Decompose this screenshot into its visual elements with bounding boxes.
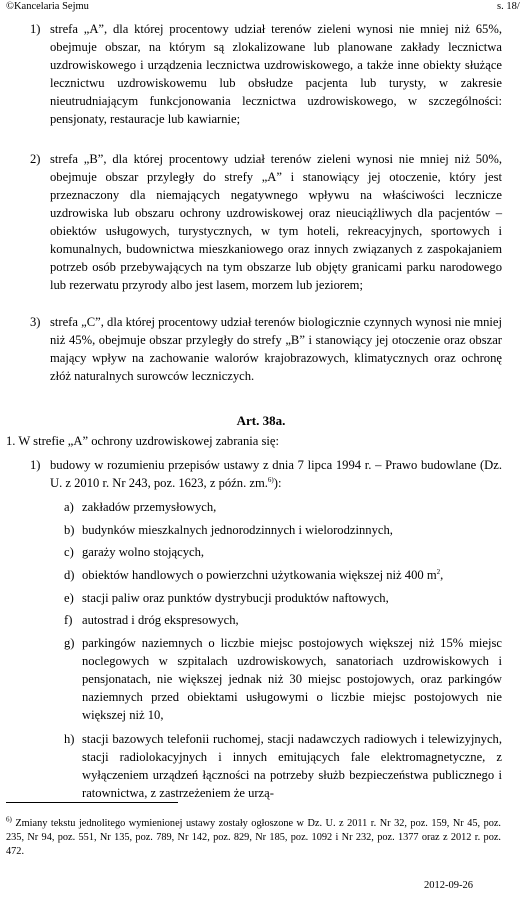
footnote-separator (6, 802, 178, 803)
letter-item-h: h) stacji bazowych telefonii ruchomej, stacji nadawczych radiowych i telewizyjnych, stacji radiolokacyjnych i innych emitujących fale elektromagnetyczne, z wyłączeniem urządzeń łączności na potrzeby służb bezpieczeństwa publicznego i ratownictwa, z zastrzeżeniem że urzą- (64, 732, 502, 800)
article-item-number: 1) (30, 458, 41, 472)
footnote-text: Zmiany tekstu jednolitego wymienionej ustawy zostały ogłoszone w Dz. U. z 2011 r. Nr 32, poz. 159, Nr 45, poz. 235, Nr 94, poz. 551, Nr 135, poz. 789, Nr 142, poz. 829, Nr 185, poz. 1092 i Nr 232, poz. 1377 oraz z 2012 r. poz. 472. (6, 818, 502, 857)
zone-item-2 (30, 150, 502, 294)
zone-item-text: strefa „C”, dla której procentowy udział terenów biologicznie czynnych wynosi nie mniej niż 45%, obejmuje obszar przyległy do strefy „B” i stanowiący jej otoczenie oraz obszar mający wpływ na zachowanie walorów krajobrazowych, klimatycznych oraz ochronę złóż naturalnych surowców leczniczych. (50, 315, 502, 383)
letter-item-a: a) zakładów przemysłowych, (64, 500, 217, 514)
footnote-reference: 6) (267, 475, 274, 484)
letter-item-e: e) stacji paliw oraz punktów dystrybucji produktów naftowych, (64, 591, 389, 605)
letter-item-b: b) budynków mieszkalnych jednorodzinnych i wielorodzinnych, (64, 523, 393, 537)
article-item-text: budowy w rozumieniu przepisów ustawy z dnia 7 lipca 1994 r. – Prawo budowlane (Dz. U. z 2010 r. Nr 243, poz. 1623, z późn. zm.$^{6)}$): (50, 458, 502, 490)
header-publisher: ©Kancelaria Sejmu (6, 1, 89, 12)
zone-item-text: strefa „A”, dla której procentowy udział terenów zieleni wynosi nie mniej niż 65%, obejmuje obszar, na którym są zlokalizowane lub planowane zakłady lecznictwa uzdrowiskowego i urządzenia lecznictwa uzdrowiskowego, a także inne obiekty służące lecznictwu uzdrowiskowemu lub obsłudze pacjenta lub turysty, w zakresie nieutrudniającym funkcjonowania lecznictwa uzdrowiskowego, w szczególności: pensjonaty, restauracje lub kawiarnie; (50, 22, 502, 126)
letter-item-g: g) parkingów naziemnych o liczbie miejsc postojowych większej niż 15% miejsc noclegowych w szpitalach uzdrowiskowych, sanatoriach uzdrowiskowych i pensjonatach, nie większej jednak niż 30 miejsc postojowych, oraz parkingów naziemnych przed obiektami usługowymi o liczbie miejsc postojowych nie większej niż 10, (64, 636, 502, 722)
footnote (6, 817, 501, 859)
article-paragraph-1: 1. W strefie „A” ochrony uzdrowiskowej zabrania się: (6, 434, 280, 448)
header-page-number: s. 18/ (497, 1, 520, 12)
footnote-mark: 6) (6, 815, 12, 824)
letter-item-c: c) garaży wolno stojących, (64, 545, 205, 559)
document-date: 2012-09-26 (424, 880, 473, 891)
letter-item-f: f) autostrad i dróg ekspresowych, (64, 613, 239, 627)
letter-item-d: d) obiektów handlowych o powierzchni użytkowania większej niż 400 $m^2$, (64, 567, 444, 582)
article-item-1 (30, 456, 502, 492)
zone-item-number: 3) (30, 315, 41, 329)
article-title: Art. 38a. (236, 413, 286, 428)
zone-item-1 (30, 20, 502, 128)
zone-item-3 (30, 313, 502, 385)
zone-item-number: 2) (30, 152, 41, 166)
zone-item-text: strefa „B”, dla której procentowy udział terenów zieleni wynosi nie mniej niż 50%, obejmuje obszar przyległy do strefy „A” i stanowiący jej otoczenie, który jest przeznaczony dla niemających negatywnego wpływu na właściwości lecznicze uzdrowiska lub obszaru ochrony uzdrowiskowej oraz nieuciążliwych dla pacjentów – obiektów usługowych, turystycznych, w tym hoteli, rekreacyjnych, sportowych i komunalnych, budownictwa mieszkaniowego oraz innych związanych z zaspokajaniem potrzeb osób przebywających na tym obszarze lub objęty granicami parku narodowego lub rezerwatu przyrody albo jest lasem, morzem lub jeziorem; (50, 152, 502, 292)
zone-item-number: 1) (30, 22, 41, 36)
